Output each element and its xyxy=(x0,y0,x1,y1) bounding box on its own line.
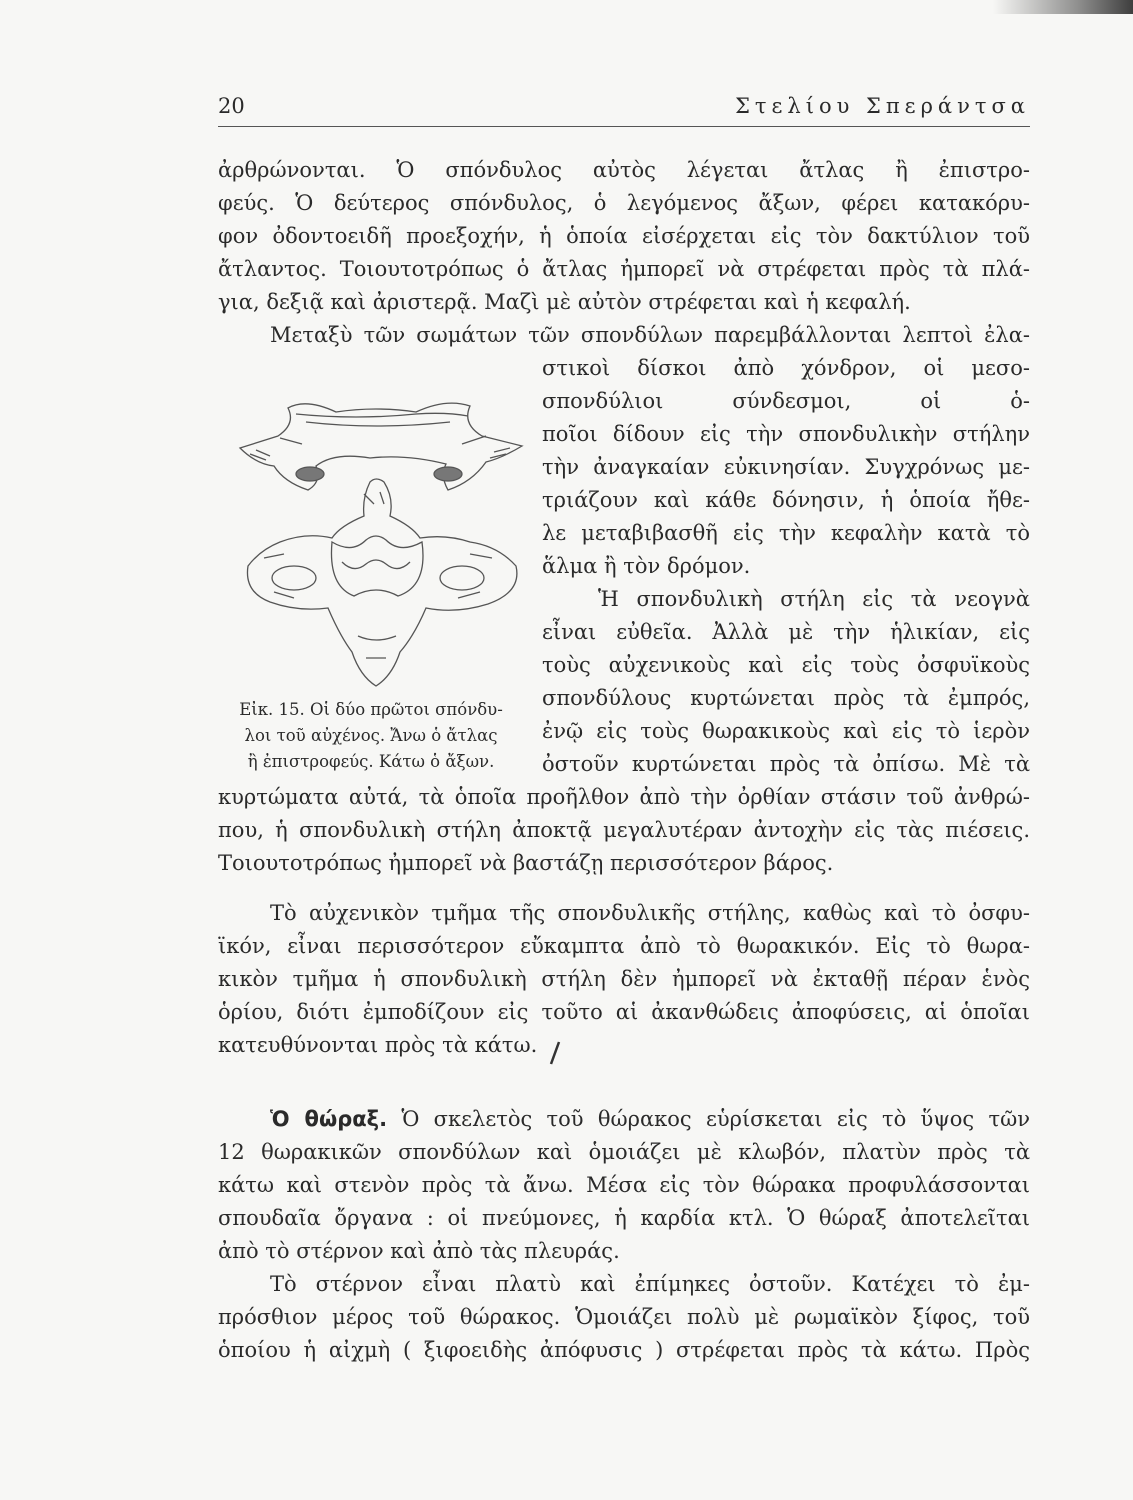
body-line: τοὺς αὐχενικοὺς καὶ εἰς τοὺς ὀσφυϊκοὺς xyxy=(542,653,1030,677)
body-text: Ὁ σκελετὸς τοῦ θώρακος εὑρίσκεται εἰς τὸ ὕψος τῶν xyxy=(401,1107,1030,1131)
figure-caption-line: ἢ ἐπιστροφεύς. Κάτω ὁ ἄξων. xyxy=(247,752,495,771)
body-line: Τὸ αὐχενικὸν τμῆμα τῆς σπονδυλικῆς στήλης, καθὼς καὶ τὸ ὀσφυ- xyxy=(270,901,1030,925)
body-line: σπονδύλιοι σύνδεσμοι, οἱ ὁ- xyxy=(542,389,1030,413)
body-line: ἅλμα ἢ τὸν δρόμον. xyxy=(542,554,751,578)
body-line: κατευθύνονται πρὸς τὰ κάτω. xyxy=(218,1033,538,1057)
body-line: Ἡ σπονδυλικὴ στήλη εἰς τὰ νεογνὰ xyxy=(598,587,1030,611)
body-line: στικοὶ δίσκοι ἀπὸ χόνδρον, οἱ μεσο- xyxy=(542,356,1030,380)
scan-edge-shadow xyxy=(993,0,1133,14)
vertebrae-illustration xyxy=(236,386,528,692)
vertebrae-figure xyxy=(236,386,528,692)
page-header xyxy=(218,92,1030,124)
body-line: ὁρίου, διότι ἐμποδίζουν εἰς τοῦτο αἱ ἀκανθώδεις ἀποφύσεις, αἱ ὁποῖαι xyxy=(218,1000,1030,1024)
body-line: ποῖοι δίδουν εἰς τὴν σπονδυλικὴν στήλην xyxy=(542,422,1030,446)
body-line: 12 θωρακικῶν σπονδύλων καὶ ὁμοιάζει μὲ κλωβόν, πλατὺν πρὸς τὰ xyxy=(218,1140,1030,1164)
body-line: τὴν ἀναγκαίαν εὐκινησίαν. Συγχρόνως με- xyxy=(542,455,1030,479)
body-line: κικὸν τμῆμα ἡ σπονδυλικὴ στήλη δὲν ἠμπορεῖ νὰ ἐκταθῇ πέραν ἑνὸς xyxy=(218,967,1030,991)
pencil-slash-mark xyxy=(548,1040,562,1066)
body-line: λε μεταβιβασθῆ εἰς τὴν κεφαλὴν κατὰ τὸ xyxy=(542,521,1030,545)
body-line: ἄτλαντος. Τοιουτοτρόπως ὁ ἄτλας ἠμπορεῖ νὰ στρέφεται πρὸς τὰ πλά- xyxy=(218,257,1030,281)
body-line: εἶναι εὐθεῖα. Ἀλλὰ μὲ τὴν ἡλικίαν, εἰς xyxy=(542,620,1030,644)
section-first-line xyxy=(270,1104,1030,1134)
running-head: Στελίου Σπεράντσα xyxy=(735,94,1030,118)
body-line: ὀστοῦν κυρτώνεται πρὸς τὰ ὀπίσω. Μὲ τὰ xyxy=(542,752,1030,776)
body-line: ὁποίου ἡ αἰχμὴ ( ξιφοειδὴς ἀπόφυσις ) στρέφεται πρὸς τὰ κάτω. Πρὸς xyxy=(218,1338,1030,1362)
body-line: Τοιουτοτρόπως ἠμπορεῖ νὰ βαστάζῃ περισσότερον βάρος. xyxy=(218,851,834,875)
body-line: σπονδύλους κυρτώνεται πρὸς τὰ ἐμπρός, xyxy=(542,686,1030,710)
body-line: πρόσθιον μέρος τοῦ θώρακος. Ὁμοιάζει πολὺ μὲ ρωμαϊκὸν ξίφος, τοῦ xyxy=(218,1305,1030,1329)
body-line: Τὸ στέρνον εἶναι πλατὺ καὶ ἐπίμηκες ὀστοῦν. Κατέχει τὸ ἐμ- xyxy=(270,1272,1030,1296)
body-line: ἀρθρώνονται. Ὁ σπόνδυλος αὐτὸς λέγεται ἄτλας ἢ ἐπιστρο- xyxy=(218,158,1030,182)
page-number: 20 xyxy=(218,94,245,118)
header-rule xyxy=(218,126,1030,127)
body-line: ϊκόν, εἶναι περισσότερον εὔκαμπτα ἀπὸ τὸ θωρακικόν. Εἰς τὸ θωρα- xyxy=(218,934,1030,958)
body-line: κυρτώματα αὐτά, τὰ ὁποῖα προῆλθον ἀπὸ τὴν ὀρθίαν στάσιν τοῦ ἀνθρώ- xyxy=(218,785,1030,809)
body-line: φεύς. Ὁ δεύτερος σπόνδυλος, ὁ λεγόμενος ἄξων, φέρει κατακόρυ- xyxy=(218,191,1030,215)
body-line: που, ἡ σπονδυλικὴ στήλη ἀποκτᾷ μεγαλυτέραν ἀντοχὴν εἰς τὰς πιέσεις. xyxy=(218,818,1030,842)
body-line: κάτω καὶ στενὸν πρὸς τὰ ἄνω. Μέσα εἰς τὸν θώρακα προφυλάσσονται xyxy=(218,1173,1030,1197)
figure-caption-line: Εἰκ. 15. Οἱ δύο πρῶτοι σπόνδυ- xyxy=(239,700,503,719)
body-line: φον ὀδοντοειδῆ προεξοχήν, ἡ ὁποία εἰσέρχεται εἰς τὸν δακτύλιον τοῦ xyxy=(218,224,1030,248)
body-line: Μεταξὺ τῶν σωμάτων τῶν σπονδύλων παρεμβάλλονται λεπτοὶ ἐλα- xyxy=(270,323,1030,347)
body-line: ἐνῷ εἰς τοὺς θωρακικοὺς καὶ εἰς τὸ ἱερὸν xyxy=(542,719,1030,743)
body-line: ἀπὸ τὸ στέρνον καὶ ἀπὸ τὰς πλευράς. xyxy=(218,1239,620,1263)
body-line: για, δεξιᾷ καὶ ἀριστερᾷ. Μαζὶ μὲ αὐτὸν στρέφεται καὶ ἡ κεφαλή. xyxy=(218,290,911,314)
axis-vertebra xyxy=(247,479,516,686)
figure-caption-line: λοι τοῦ αὐχένος. Ἄνω ὁ ἄτλας xyxy=(244,726,498,745)
body-line: τριάζουν καὶ κάθε δόνησιν, ἡ ὁποία ἤθε- xyxy=(542,488,1030,512)
body-line: σπουδαῖα ὄργανα : οἱ πνεύμονες, ἡ καρδία κτλ. Ὁ θώραξ ἀποτελεῖται xyxy=(218,1206,1030,1230)
section-heading: Ὁ θώραξ. xyxy=(270,1107,388,1131)
